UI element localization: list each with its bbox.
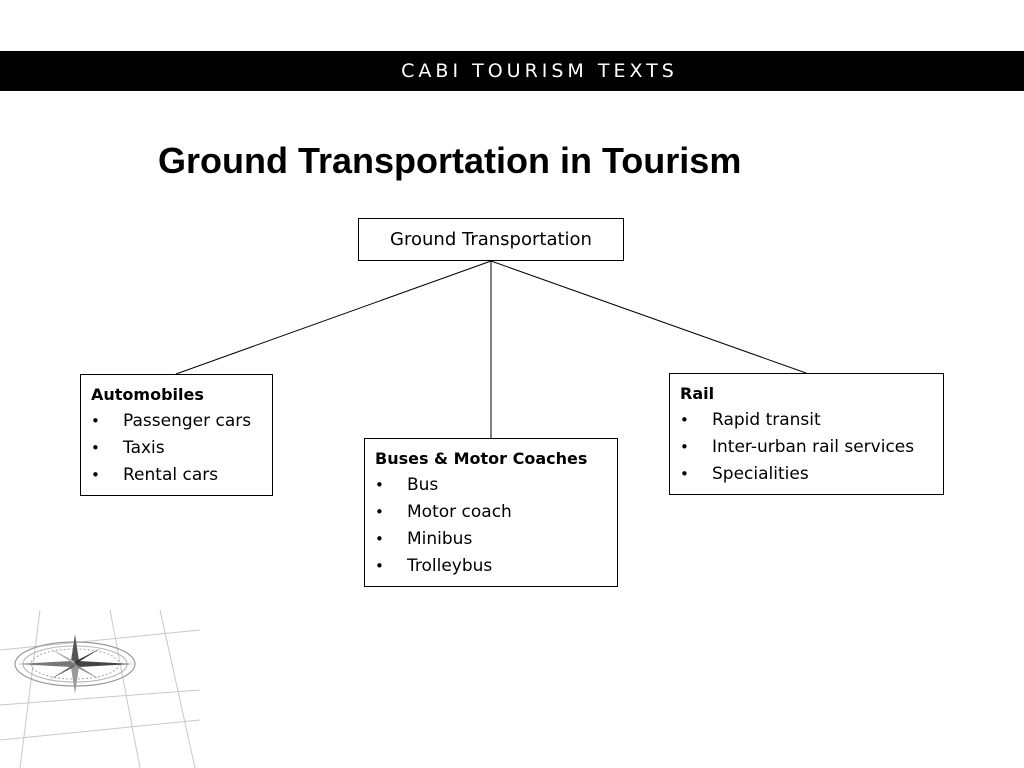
list-item: • Taxis xyxy=(91,435,262,462)
automobiles-node xyxy=(80,374,273,496)
list-item: • Trolleybus xyxy=(375,553,607,580)
list-item: • Minibus xyxy=(375,526,607,553)
list-item: • Rapid transit xyxy=(680,407,933,434)
compass-rose-icon xyxy=(0,610,200,768)
list-item: • Rental cars xyxy=(91,462,262,489)
rail-heading: Rail xyxy=(680,384,715,403)
page-title: Ground Transportation in Tourism xyxy=(158,140,742,181)
rail-list xyxy=(680,407,933,488)
root-node-label: Ground Transportation xyxy=(390,229,592,250)
automobiles-list xyxy=(91,408,262,489)
root-node xyxy=(358,218,624,261)
rail-node xyxy=(669,373,944,495)
connector-to-rail xyxy=(491,261,806,373)
connector-to-automobiles xyxy=(176,261,491,374)
buses-list xyxy=(375,472,607,580)
buses-node xyxy=(364,438,618,587)
list-item: • Specialities xyxy=(680,461,933,488)
list-item: • Motor coach xyxy=(375,499,607,526)
automobiles-heading: Automobiles xyxy=(91,385,204,404)
list-item: • Passenger cars xyxy=(91,408,262,435)
list-item: • Bus xyxy=(375,472,607,499)
list-item: • Inter-urban rail services xyxy=(680,434,933,461)
banner-title: CABI TOURISM TEXTS xyxy=(401,60,678,82)
buses-heading: Buses & Motor Coaches xyxy=(375,449,588,468)
